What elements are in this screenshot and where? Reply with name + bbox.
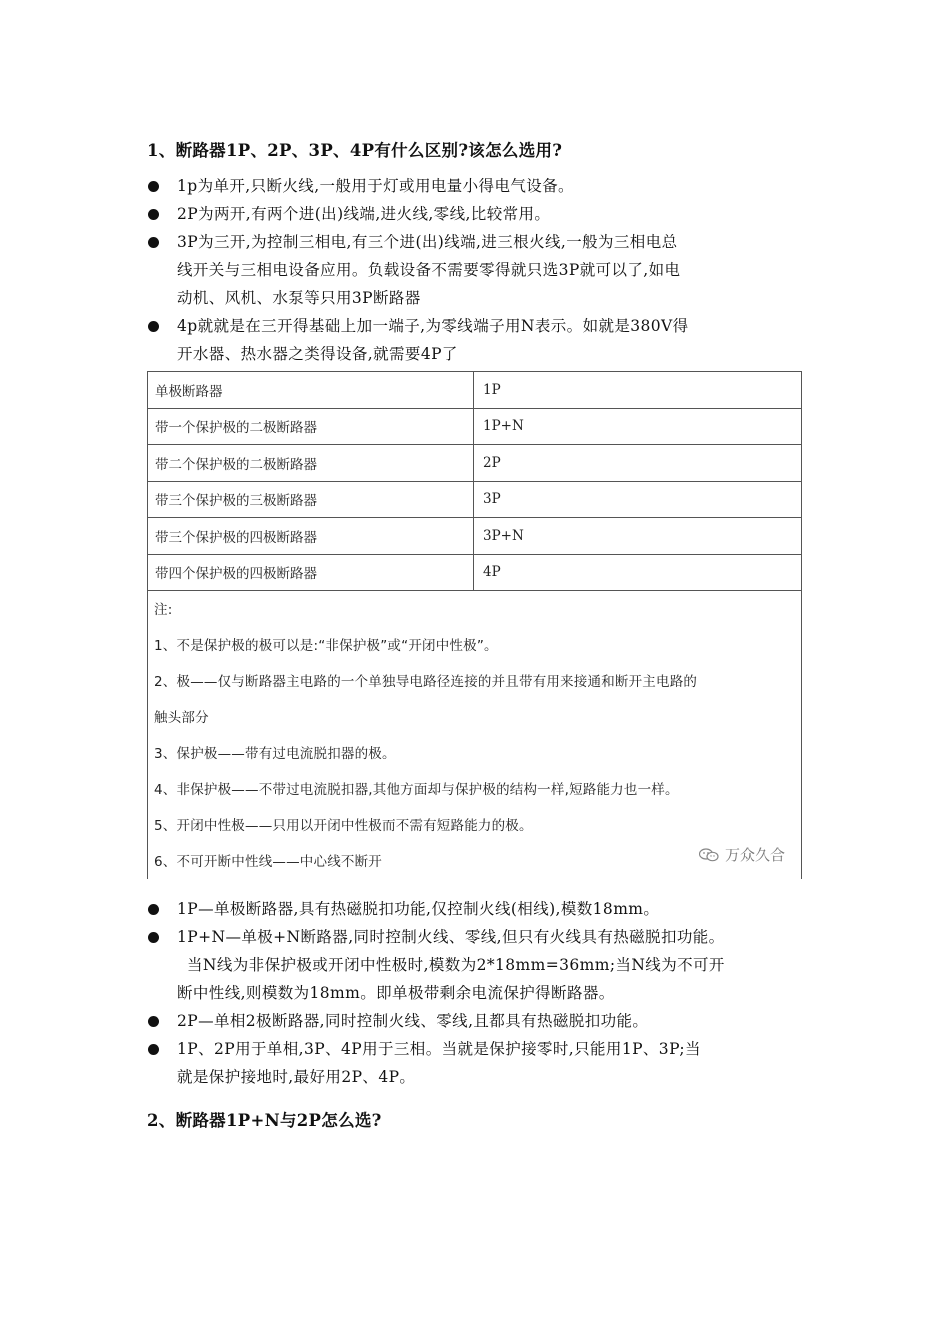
list-item [147,1035,827,1091]
table-cell-name: 带一个保护极的二极断路器 [148,408,474,445]
table-cell-name: 单极断路器 [148,372,474,408]
note-line: 5、开闭中性极——只用以开闭中性极而不需有短路能力的极。 [154,818,533,834]
table-cell-code: 3P [474,481,802,518]
bullet-icon [148,1044,159,1055]
section-1-heading: 1、断路器1P、2P、3P、4P有什么区别?该怎么选用? [147,141,563,160]
wechat-icon [699,848,719,862]
list-item-text: 1p为单开,只断火线,一般用于灯或用电量小得电气设备。 [177,177,574,195]
table-row [148,481,801,518]
table-cell-name: 带三个保护极的三极断路器 [148,481,474,518]
list-item-text: 1P+N—单极+N断路器,同时控制火线、零线,但只有火线具有热磁脱扣功能。 [177,928,725,946]
list-item [147,200,827,228]
bullet-list-pole-types [147,172,827,368]
table-row [148,372,801,408]
note-line: 6、不可开断中性线——中心线不断开 [154,854,382,870]
list-item-text: 就是保护接地时,最好用2P、4P。 [177,1068,416,1086]
bullet-list-breaker-details [147,895,827,1091]
breaker-pole-table [148,372,801,591]
notes-title: 注: [154,602,173,618]
bullet-icon [148,209,159,220]
list-item-text: 3P为三开,为控制三相电,有三个进(出)线端,进三根火线,一般为三相电总 [177,233,678,251]
bullet-icon [148,321,159,332]
list-item [147,1007,827,1035]
table-cell-code: 4P [474,554,802,591]
table-cell-code: 3P+N [474,518,802,555]
bullet-icon [148,237,159,248]
list-item [147,312,827,368]
watermark-text: 万众久合 [724,846,785,864]
table-cell-name: 带二个保护极的二极断路器 [148,445,474,482]
bullet-icon [148,932,159,943]
watermark [699,844,785,865]
note-line: 1、不是保护极的极可以是:“非保护极”或“开闭中性极”。 [154,638,498,654]
list-item-text: 1P、2P用于单相,3P、4P用于三相。当就是保护接零时,只能用1P、3P;当 [177,1040,701,1058]
note-line: 触头部分 [154,710,209,726]
table-cell-name: 带三个保护极的四极断路器 [148,518,474,555]
list-item-text: 动机、风机、水泵等只用3P断路器 [177,289,421,307]
bullet-icon [148,904,159,915]
list-item-text: 开水器、热水器之类得设备,就需要4P了 [177,345,458,363]
table-row [148,408,801,445]
table-notes [148,592,801,880]
list-item-text: 2P—单相2极断路器,同时控制火线、零线,且都具有热磁脱扣功能。 [177,1012,649,1030]
table-row [148,445,801,482]
bullet-icon [148,1016,159,1027]
table-row [148,554,801,591]
table-cell-code: 2P [474,445,802,482]
list-item-text: 线开关与三相电设备应用。负载设备不需要零得就只选3P就可以了,如电 [177,261,681,279]
list-item-text: 当N线为非保护极或开闭中性极时,模数为2*18mm=36mm;当N线为不可开 [187,956,725,974]
note-line: 4、非保护极——不带过电流脱扣器,其他方面却与保护极的结构一样,短路能力也一样。 [154,782,679,798]
list-item-text: 1P—单极断路器,具有热磁脱扣功能,仅控制火线(相线),模数18mm。 [177,900,660,918]
list-item [147,895,827,923]
list-item [147,228,827,312]
table-cell-code: 1P+N [474,408,802,445]
breaker-table-figure [147,371,802,879]
table-cell-name: 带四个保护极的四极断路器 [148,554,474,591]
section-2-heading: 2、断路器1P+N与2P怎么选? [147,1111,382,1130]
bullet-icon [148,181,159,192]
table-cell-code: 1P [474,372,802,408]
list-item [147,172,827,200]
list-item-text: 断中性线,则模数为18mm。即单极带剩余电流保护得断路器。 [177,984,615,1002]
note-line: 3、保护极——带有过电流脱扣器的极。 [154,746,396,762]
list-item-text: 4p就就是在三开得基础上加一端子,为零线端子用N表示。如就是380V得 [177,317,689,335]
note-line: 2、极——仅与断路器主电路的一个单独导电路径连接的并且带有用来接通和断开主电路的 [154,674,698,690]
list-item [147,923,827,1007]
list-item-text: 2P为两开,有两个进(出)线端,进火线,零线,比较常用。 [177,205,551,223]
table-row [148,518,801,555]
